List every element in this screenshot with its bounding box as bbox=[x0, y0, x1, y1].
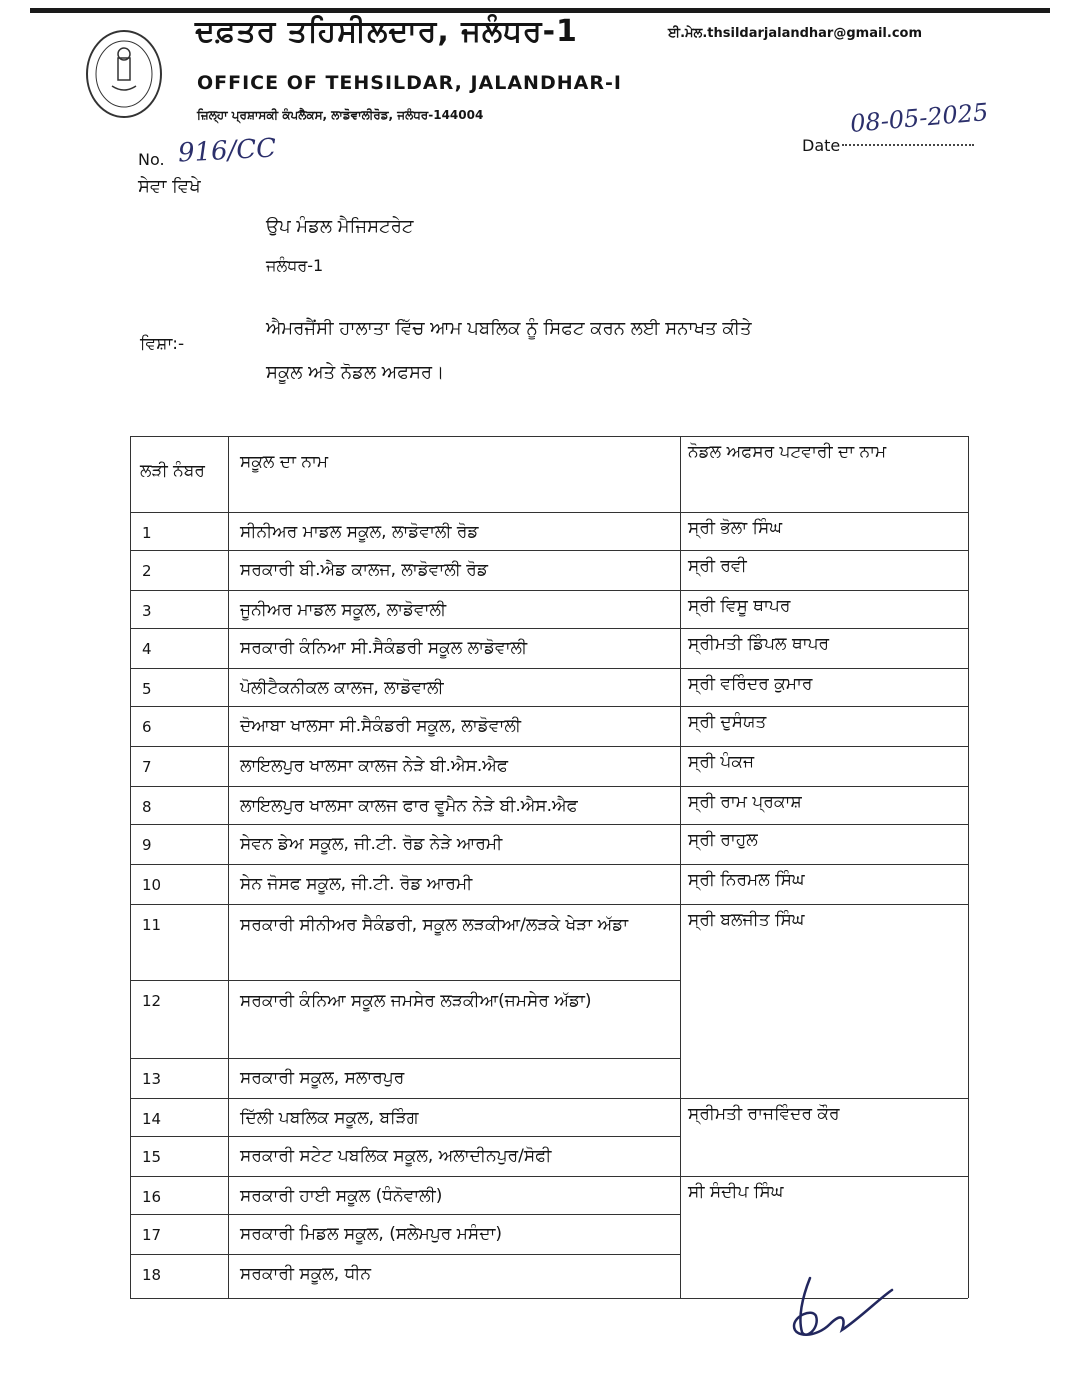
letter-number-label: No. bbox=[138, 150, 165, 169]
table-rule bbox=[130, 786, 968, 787]
serial-number-cell: 8 bbox=[142, 798, 152, 816]
school-name-cell: ਜੂਨੀਅਰ ਮਾਡਲ ਸਕੂਲ, ਲਾਡੋਵਾਲੀ bbox=[240, 600, 447, 620]
serial-number-cell: 9 bbox=[142, 836, 152, 854]
office-address: ਜ਼ਿਲ੍ਹਾ ਪ੍ਰਸ਼ਾਸਕੀ ਕੰਪਲੈਕਸ, ਲਾਡੋਵਾਲੀਰੋਡ, ਜਲੰਧਰ-144004 bbox=[197, 108, 484, 122]
subject-line-1: ਐਮਰਜੈਂਸੀ ਹਾਲਾਤਾ ਵਿੱਚ ਆਮ ਪਬਲਿਕ ਨੂੰ ਸਿਫਟ ਕਰਨ ਲਈ ਸਨਾਖਤ ਕੀਤੇ bbox=[266, 318, 752, 339]
school-name-cell: ਲਾਇਲਪੁਰ ਖਾਲਸਾ ਕਾਲਜ ਫਾਰ ਵੂਮੈਨ ਨੇੜੇ ਬੀ.ਐਸ.ਐਫ bbox=[240, 796, 578, 816]
table-rule bbox=[130, 590, 968, 591]
table-rule bbox=[130, 628, 968, 629]
serial-number-cell: 10 bbox=[142, 876, 162, 894]
header-officer: ਨੋਡਲ ਅਫਸਰ ਪਟਵਾਰੀ ਦਾ ਨਾਮ bbox=[688, 442, 887, 462]
table-rule bbox=[130, 864, 968, 865]
table-rule bbox=[130, 1098, 968, 1099]
table-divider-2 bbox=[680, 436, 681, 1298]
office-title-english: OFFICE OF TEHSILDAR, JALANDHAR-I bbox=[197, 72, 622, 94]
table-rule bbox=[130, 980, 680, 981]
school-name-cell: ਦਿੱਲੀ ਪਬਲਿਕ ਸਕੂਲ, ਬੜਿੰਗ bbox=[240, 1108, 419, 1128]
salutation: ਸੇਵਾ ਵਿਖੇ bbox=[138, 176, 201, 197]
table-rule bbox=[130, 1136, 680, 1137]
serial-number-cell: 4 bbox=[142, 640, 152, 658]
school-name-cell: ਸਰਕਾਰੀ ਸਕੂਲ, ਧੀਨ bbox=[240, 1264, 372, 1284]
school-name-cell: ਸਰਕਾਰੀ ਸਟੇਟ ਪਬਲਿਕ ਸਕੂਲ, ਅਲਾਦੀਨਪੁਰ/ਸੋਫੀ bbox=[240, 1146, 552, 1166]
nodal-officer-cell: ਸੀ ਸੰਦੀਪ ਸਿੰਘ bbox=[688, 1182, 784, 1202]
table-border-left bbox=[130, 436, 131, 1298]
school-name-cell: ਸਰਕਾਰੀ ਕੰਨਿਆ ਸਕੂਲ ਜਮਸੇਰ ਲੜਕੀਆ(ਜਮਸੇਰ ਅੱਡਾ) bbox=[240, 991, 592, 1011]
office-title-punjabi: ਦਫ਼ਤਰ ਤਹਿਸੀਲਦਾਰ, ਜਲੰਧਰ-1 bbox=[195, 14, 578, 49]
nodal-officer-cell: ਸ੍ਰੀ ਵਿਸੂ ਥਾਪਰ bbox=[688, 596, 791, 616]
school-name-cell: ਸੀਨੀਅਰ ਮਾਡਲ ਸਕੂਲ, ਲਾਡੋਵਾਲੀ ਰੋਡ bbox=[240, 522, 479, 542]
school-name-cell: ਸਰਕਾਰੀ ਬੀ.ਐਡ ਕਾਲਜ, ਲਾਡੋਵਾਲੀ ਰੋਡ bbox=[240, 560, 488, 580]
school-name-cell: ਸੇਵਨ ਡੇਅ ਸਕੂਲ, ਜੀ.ਟੀ. ਰੋਡ ਨੇੜੇ ਆਰਮੀ bbox=[240, 834, 503, 854]
nodal-officer-cell: ਸ੍ਰੀ ਰਵੀ bbox=[688, 556, 747, 576]
serial-number-cell: 7 bbox=[142, 758, 152, 776]
nodal-officer-cell: ਸ੍ਰੀ ਰਾਮ ਪ੍ਰਕਾਸ਼ bbox=[688, 792, 802, 812]
school-name-cell: ਪੋਲੀਟੈਕਨੀਕਲ ਕਾਲਜ, ਲਾਡੋਵਾਲੀ bbox=[240, 678, 444, 698]
serial-number-cell: 3 bbox=[142, 602, 152, 620]
school-name-cell: ਸਰਕਾਰੀ ਸਕੂਲ, ਸਲਾਰਪੁਰ bbox=[240, 1068, 405, 1088]
nodal-officer-cell: ਸ੍ਰੀਮਤੀ ਡਿੰਪਲ ਥਾਪਰ bbox=[688, 634, 830, 654]
serial-number-cell: 14 bbox=[142, 1110, 162, 1128]
nodal-officer-cell: ਸ੍ਰੀ ਰਾਹੁਲ bbox=[688, 830, 758, 850]
subject-label: ਵਿਸ਼ਾ:- bbox=[140, 334, 185, 354]
school-name-cell: ਸਰਕਾਰੀ ਕੰਨਿਆ ਸੀ.ਸੈਕੰਡਰੀ ਸਕੂਲ ਲਾਡੋਵਾਲੀ bbox=[240, 638, 528, 658]
table-border-right bbox=[968, 436, 969, 1298]
date-value: 08-05-2025 bbox=[849, 98, 990, 138]
school-name-cell: ਲਾਇਲਪੁਰ ਖਾਲਸਾ ਕਾਲਜ ਨੇੜੇ ਬੀ.ਐਸ.ਐਫ bbox=[240, 756, 508, 776]
letter-number-value: 916/CC bbox=[177, 133, 277, 169]
nodal-officer-cell: ਸ੍ਰੀ ਦੁਸੰਯਤ bbox=[688, 712, 767, 732]
table-rule bbox=[130, 1254, 680, 1255]
table-rule bbox=[130, 550, 968, 551]
table-rule bbox=[130, 746, 968, 747]
table-rule bbox=[130, 904, 968, 905]
school-officer-table bbox=[130, 436, 970, 1298]
serial-number-cell: 12 bbox=[142, 992, 162, 1010]
school-name-cell: ਦੋਆਬਾ ਖਾਲਸਾ ਸੀ.ਸੈਕੰਡਰੀ ਸਕੂਲ, ਲਾਡੋਵਾਲੀ bbox=[240, 716, 521, 736]
header-serial: ਲੜੀ ਨੰਬਰ bbox=[140, 461, 205, 481]
serial-number-cell: 11 bbox=[142, 916, 162, 934]
serial-number-cell: 16 bbox=[142, 1188, 162, 1206]
serial-number-cell: 15 bbox=[142, 1148, 162, 1166]
date-dotted-line bbox=[842, 144, 974, 146]
serial-number-cell: 5 bbox=[142, 680, 152, 698]
office-email: ਈ.ਮੇਲ.thsildarjalandhar@gmail.com bbox=[668, 26, 923, 41]
serial-number-cell: 13 bbox=[142, 1070, 162, 1088]
signature-mark bbox=[780, 1268, 900, 1348]
table-rule bbox=[130, 668, 968, 669]
header-school: ਸਕੂਲ ਦਾ ਨਾਮ bbox=[240, 452, 329, 472]
header-rule bbox=[30, 8, 1050, 13]
serial-number-cell: 18 bbox=[142, 1266, 162, 1284]
serial-number-cell: 17 bbox=[142, 1226, 162, 1244]
nodal-officer-cell: ਸ੍ਰੀ ਵਰਿੰਦਰ ਕੁਮਾਰ bbox=[688, 674, 813, 694]
table-rule bbox=[130, 1176, 968, 1177]
school-name-cell: ਸਰਕਾਰੀ ਮਿਡਲ ਸਕੂਲ, (ਸਲੇਮਪੁਰ ਮਸੰਦਾ) bbox=[240, 1224, 502, 1244]
nodal-officer-cell: ਸ੍ਰੀ ਭੋਲਾ ਸਿੰਘ bbox=[688, 518, 783, 538]
table-rule bbox=[130, 512, 968, 513]
serial-number-cell: 6 bbox=[142, 718, 152, 736]
serial-number-cell: 1 bbox=[142, 524, 152, 542]
government-seal-icon bbox=[84, 28, 164, 120]
table-divider-1 bbox=[228, 436, 229, 1298]
nodal-officer-cell: ਸ੍ਰੀਮਤੀ ਰਾਜਵਿੰਦਰ ਕੌਰ bbox=[688, 1104, 840, 1124]
table-rule bbox=[130, 824, 968, 825]
school-name-cell: ਸਰਕਾਰੀ ਹਾਈ ਸਕੂਲ (ਧੰਨੋਵਾਲੀ) bbox=[240, 1186, 443, 1206]
table-rule bbox=[130, 436, 968, 437]
recipient-line-1: ਉਪ ਮੰਡਲ ਮੈਜਿਸਟਰੇਟ bbox=[266, 216, 414, 237]
nodal-officer-cell: ਸ੍ਰੀ ਨਿਰਮਲ ਸਿੰਘ bbox=[688, 870, 805, 890]
nodal-officer-cell: ਸ੍ਰੀ ਬਲਜੀਤ ਸਿੰਘ bbox=[688, 910, 805, 930]
serial-number-cell: 2 bbox=[142, 562, 152, 580]
table-rule bbox=[130, 1058, 680, 1059]
nodal-officer-cell: ਸ੍ਰੀ ਪੰਕਜ bbox=[688, 752, 755, 772]
date-label: Date bbox=[802, 136, 841, 155]
table-rule bbox=[130, 1214, 680, 1215]
school-name-cell: ਸਰਕਾਰੀ ਸੀਨੀਅਰ ਸੈਕੰਡਰੀ, ਸਕੂਲ ਲੜਕੀਆ/ਲੜਕੇ ਖੇੜਾ ਅੱਡਾ bbox=[240, 915, 629, 935]
table-rule bbox=[130, 706, 968, 707]
subject-line-2: ਸਕੂਲ ਅਤੇ ਨੋਡਲ ਅਫਸਰ। bbox=[266, 362, 445, 383]
school-name-cell: ਸੇਨ ਜੋਸਫ ਸਕੂਲ, ਜੀ.ਟੀ. ਰੋਡ ਆਰਮੀ bbox=[240, 874, 473, 894]
recipient-line-2: ਜਲੰਧਰ-1 bbox=[266, 256, 324, 275]
